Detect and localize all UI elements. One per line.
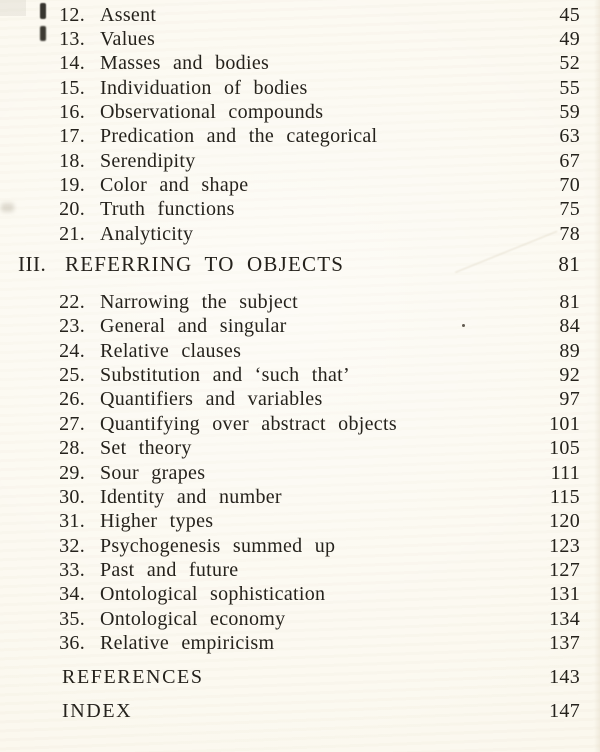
page-number: 89 [559, 339, 580, 362]
toc-entry [0, 52, 600, 76]
part-title: REFERRING TO OBJECTS [65, 252, 345, 277]
page-number: 75 [559, 198, 580, 221]
chapter-title: Assent [100, 3, 157, 26]
chapter-number: 26. [59, 388, 85, 411]
toc-entry [0, 412, 600, 436]
chapter-title: Substitution and ‘such that’ [100, 364, 350, 387]
chapter-number: 21. [59, 222, 85, 245]
chapter-title: Set theory [100, 437, 192, 460]
page-number: 131 [549, 583, 580, 606]
chapter-title: Sour grapes [100, 461, 206, 484]
chapter-list-part3 [0, 290, 600, 655]
page-number: 134 [549, 607, 580, 630]
toc-entry [0, 388, 600, 412]
chapter-list-part2 [0, 3, 600, 246]
toc-entry [0, 315, 600, 339]
chapter-title: Relative empiricism [100, 631, 275, 654]
page-number: 81 [559, 291, 580, 314]
page-number: 123 [549, 534, 580, 557]
toc-entry [0, 510, 600, 534]
toc-entry [0, 125, 600, 149]
page-number: 70 [559, 174, 580, 197]
chapter-number: 20. [59, 198, 85, 221]
chapter-number: 33. [59, 558, 85, 581]
chapter-number: 19. [59, 174, 85, 197]
chapter-number: 22. [59, 291, 85, 314]
chapter-number: 25. [59, 364, 85, 387]
page-number: 63 [559, 125, 580, 148]
page-number: 115 [549, 485, 580, 508]
toc-entry [0, 558, 600, 582]
toc-entry [0, 583, 600, 607]
chapter-title: Higher types [100, 510, 214, 533]
chapter-title: Psychogenesis summed up [100, 534, 336, 557]
toc-entry [0, 461, 600, 485]
chapter-title: Quantifiers and variables [100, 388, 323, 411]
chapter-number: 35. [59, 607, 85, 630]
chapter-number: 36. [59, 631, 85, 654]
chapter-number: 30. [59, 485, 85, 508]
chapter-title: Quantifying over abstract objects [100, 412, 397, 435]
page-number: 67 [559, 149, 580, 172]
chapter-number: 32. [59, 534, 85, 557]
toc-entry [0, 3, 600, 27]
chapter-number: 28. [59, 437, 85, 460]
page-number: 137 [549, 631, 580, 654]
toc-entry [0, 339, 600, 363]
part-numeral: III. [18, 252, 47, 277]
page-number: 97 [559, 388, 580, 411]
chapter-number: 12. [59, 3, 85, 26]
chapter-title: Past and future [100, 558, 239, 581]
toc-entry [0, 363, 600, 387]
chapter-title: Observational compounds [100, 101, 324, 124]
toc-entry [0, 534, 600, 558]
chapter-number: 14. [59, 52, 85, 75]
page-number: 52 [559, 52, 580, 75]
toc-entry [0, 198, 600, 222]
chapter-title: Serendipity [100, 149, 196, 172]
chapter-title: Masses and bodies [100, 52, 270, 75]
chapter-title: Relative clauses [100, 339, 242, 362]
chapter-title: Ontological sophistication [100, 583, 326, 606]
chapter-title: Predication and the categorical [100, 125, 378, 148]
chapter-number: 24. [59, 339, 85, 362]
page-number: 84 [559, 315, 580, 338]
chapter-number: 15. [59, 76, 85, 99]
chapter-title: General and singular [100, 315, 287, 338]
toc-entry [0, 631, 600, 655]
page-number: 127 [549, 558, 580, 581]
chapter-title: Ontological economy [100, 607, 286, 630]
chapter-number: 16. [59, 101, 85, 124]
part-heading [0, 252, 600, 277]
page-number: 59 [559, 101, 580, 124]
page-number: 55 [559, 76, 580, 99]
chapter-number: 18. [59, 149, 85, 172]
page-number: 105 [549, 437, 580, 460]
page-number: 147 [549, 700, 580, 723]
chapter-title: Individuation of bodies [100, 76, 308, 99]
backmatter-entry [0, 699, 600, 724]
page-number: 101 [549, 412, 580, 435]
chapter-title: Narrowing the subject [100, 291, 299, 314]
toc-entry [0, 437, 600, 461]
chapter-title: Color and shape [100, 174, 249, 197]
toc-entry [0, 290, 600, 314]
toc-entry [0, 173, 600, 197]
chapter-number: 31. [59, 510, 85, 533]
toc-entry [0, 27, 600, 51]
page-number: 49 [559, 28, 580, 51]
chapter-title: Identity and number [100, 485, 282, 508]
chapter-title: Truth functions [100, 198, 235, 221]
chapter-number: 13. [59, 28, 85, 51]
chapter-title: Analyticity [100, 222, 194, 245]
backmatter-list [0, 665, 600, 725]
page-number: 78 [559, 222, 580, 245]
page-number: 120 [549, 510, 580, 533]
page-number: 92 [559, 364, 580, 387]
page-number: 111 [550, 461, 580, 484]
chapter-number: 17. [59, 125, 85, 148]
backmatter-title: INDEX [62, 700, 133, 723]
toc-entry [0, 149, 600, 173]
backmatter-entry [0, 665, 600, 690]
toc-entry [0, 485, 600, 509]
chapter-number: 23. [59, 315, 85, 338]
toc-entry [0, 607, 600, 631]
chapter-title: Values [100, 28, 156, 51]
backmatter-title: REFERENCES [62, 665, 204, 688]
part-page-number: 81 [558, 252, 580, 277]
page-number: 45 [559, 3, 580, 26]
toc-entry [0, 100, 600, 124]
page-number: 143 [549, 665, 580, 688]
toc-entry [0, 222, 600, 246]
toc-entry [0, 76, 600, 100]
chapter-number: 29. [59, 461, 85, 484]
chapter-number: 34. [59, 583, 85, 606]
chapter-number: 27. [59, 412, 85, 435]
